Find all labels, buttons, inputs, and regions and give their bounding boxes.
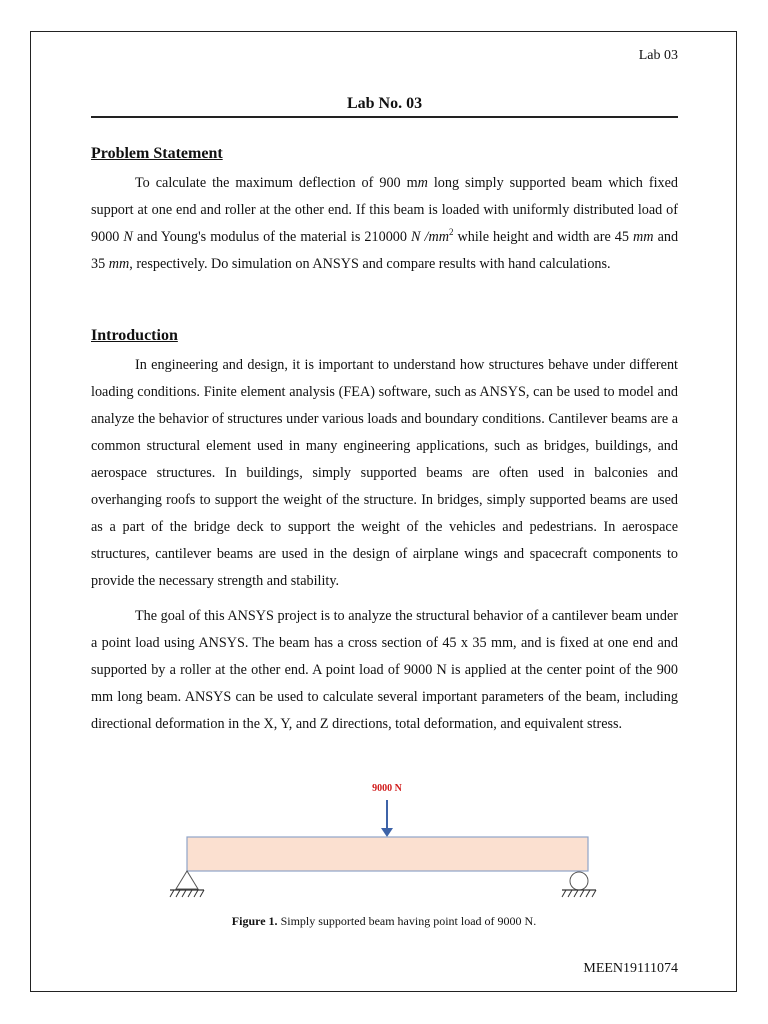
problem-text-a: To calculate the maximum deflection of [135, 175, 374, 191]
load-value: 9000 [91, 229, 120, 245]
width-value: 35 [91, 256, 106, 272]
width-unit: mm [108, 256, 130, 272]
problem-text-b: long simply supported beam which fixed support at one end and roller at the other end. If this beam is loaded with uniformly distributed load of [91, 175, 679, 218]
introduction-paragraph-2: The goal of this ANSYS project is to analyze the structural behavior of a cantilever beam under a point load using ANSYS. The beam has a cross section of 45 x 35 mm, and is fixed at one end and supported by a roller at the other end. A point load of 9000 N is applied at the center point of the 900 mm long beam. ANSYS can be used to calculate several important parameters of the beam, including directional deformation in the X, Y, and Z directions, total deformation, and equivalent stress. [91, 608, 678, 732]
beam-diagram [160, 776, 610, 906]
figure-caption [0, 914, 768, 929]
modulus-unit: N /mm [411, 229, 449, 245]
problem-statement-heading: Problem Statement [91, 145, 223, 162]
page-title: Lab No. 03 [91, 95, 678, 118]
problem-text-d: while height and width are [457, 229, 611, 245]
problem-text-f: , respectively. Do simulation on ANSYS and compare results with hand calculations. [129, 256, 611, 272]
length-unit-m2: m [417, 175, 428, 191]
height-value: 45 [614, 229, 629, 245]
introduction-paragraph-1: In engineering and design, it is important to understand how structures behave under different loading conditions. Finite element analysis (FEA) software, such as ANSYS, can be used to model and analyze the behavior of structures under various loads and boundary conditions. Cantilever beams are a common structural element used in many engineering applications, such as bridges, buildings, and aerospace structures. In buildings, simply supported beams are often used in balconies and overhanging roofs to support the weight of the structure. In bridges, simply supported beams are used as a part of the bridge deck to support the weight of the vehicles and pedestrians. In aerospace structures, cantilever beams are used in the design of airplane wings and spacecraft components to provide the necessary strength and stability. [91, 357, 678, 589]
length-value: 900 [379, 175, 401, 191]
modulus-value: 210000 [364, 229, 407, 245]
load-unit: N [123, 229, 133, 245]
figure-caption-prefix: Figure 1. [231, 914, 278, 928]
beam [187, 837, 588, 871]
header-lab-label: Lab 03 [638, 48, 678, 63]
load-arrow-head-icon [381, 828, 393, 837]
problem-text-c: and Young's modulus of the material is [136, 229, 361, 245]
height-unit: mm [633, 229, 654, 245]
pin-support-icon [170, 871, 204, 897]
problem-text-e: and [657, 229, 679, 245]
introduction-heading: Introduction [91, 327, 178, 344]
problem-statement-paragraph [91, 170, 678, 278]
roller-support-icon [562, 872, 596, 897]
load-label: 9000 N [372, 783, 402, 794]
beam-figure [160, 776, 610, 906]
modulus-exponent: 2 [448, 227, 454, 237]
footer-student-id: MEEN19111074 [583, 961, 678, 976]
length-unit-m1: m [406, 175, 418, 191]
figure-caption-text: Simply supported beam having point load of 9000 N. [280, 914, 537, 928]
